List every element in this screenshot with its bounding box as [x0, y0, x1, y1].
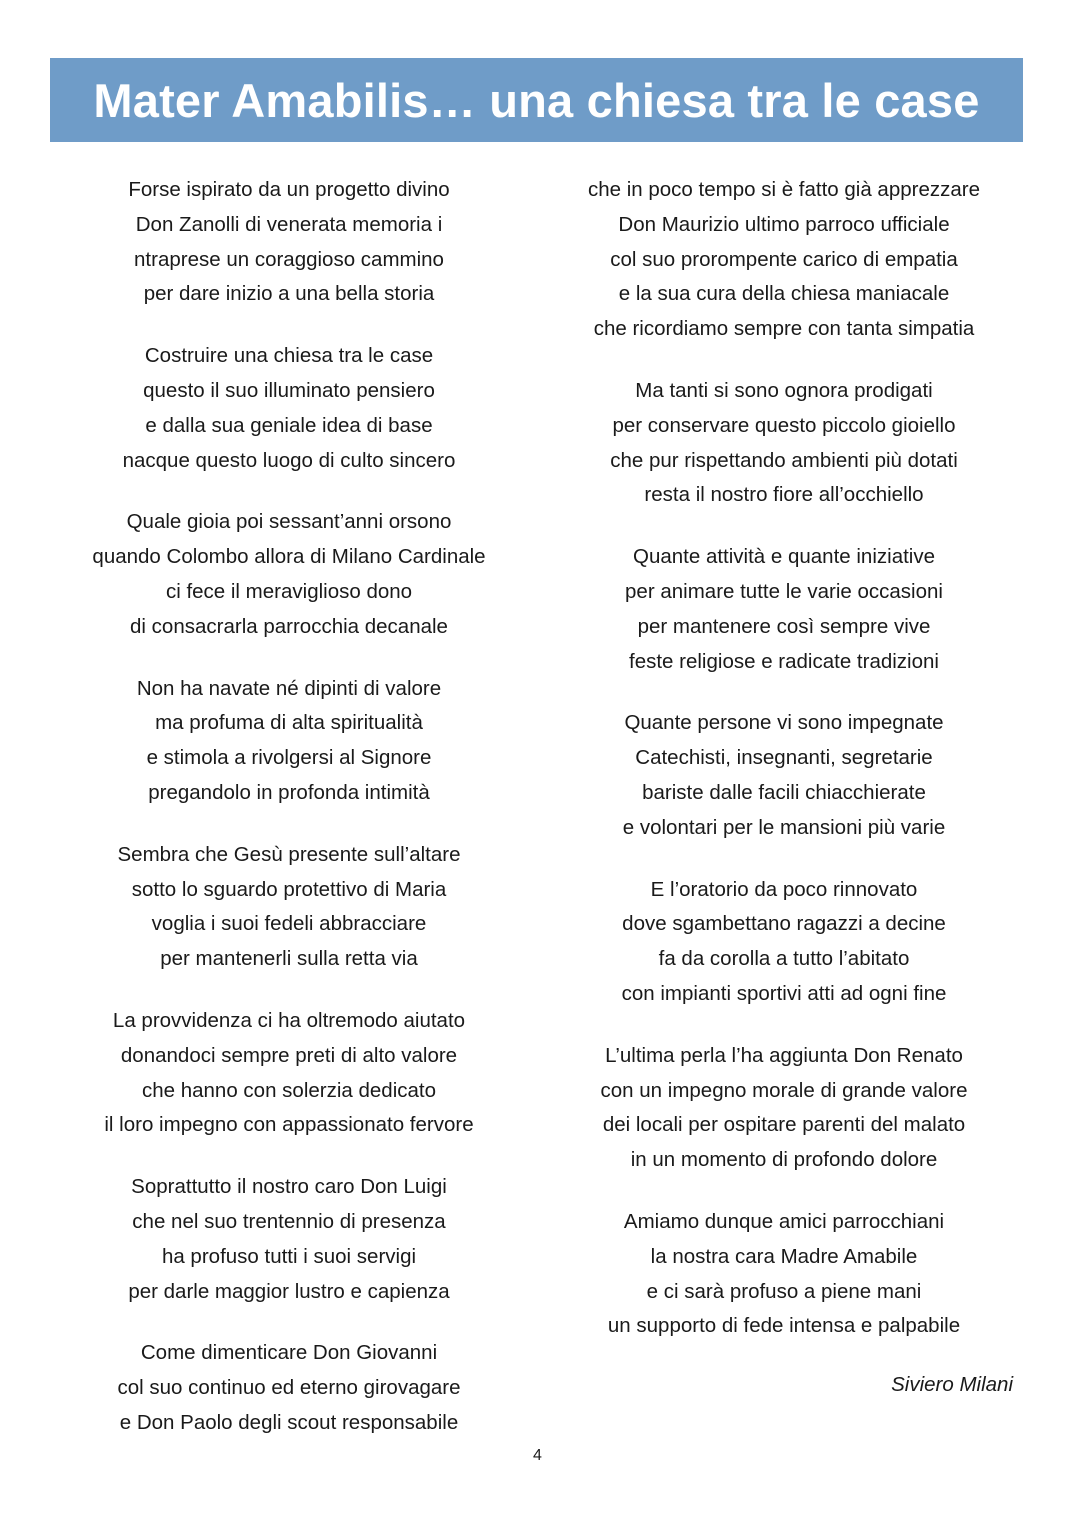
poem-line: per darle maggior lustro e capienza: [128, 1279, 450, 1303]
poem-line: dove sgambettano ragazzi a decine: [622, 912, 946, 936]
poem-line: che nel suo trentennio di presenza: [132, 1209, 446, 1233]
poem-line: resta il nostro fiore all’occhiello: [644, 483, 924, 507]
poem-line: e volontari per le mansioni più varie: [622, 815, 946, 839]
poem-line: con un impegno morale di grande valore: [600, 1078, 968, 1102]
poem-line: L’ultima perla l’ha aggiunta Don Renato: [605, 1043, 963, 1067]
poem-line: Quale gioia poi sessant’anni orsono: [126, 510, 452, 534]
poem-right-column: [555, 173, 1013, 1371]
poem-line: ntraprese un coraggioso cammino: [134, 247, 444, 271]
poem-line: donandoci sempre preti di alto valore: [120, 1043, 458, 1067]
poem-line: per animare tutte le varie occasioni: [625, 579, 943, 603]
poem-line: dei locali per ospitare parenti del malato: [602, 1113, 966, 1137]
poem-line: che ricordiamo sempre con tanta simpatia: [593, 317, 975, 341]
poem-stanza: [60, 1170, 518, 1309]
poem-line: per mantenerli sulla retta via: [160, 947, 418, 971]
poem-line: il loro impegno con appassionato fervore: [104, 1113, 474, 1137]
poem-line: Amiamo dunque amici parrocchiani: [623, 1209, 945, 1233]
poem-stanza: [555, 873, 1013, 1012]
poem-line: ha profuso tutti i suoi servigi: [161, 1244, 417, 1268]
poem-line: per conservare questo piccolo gioiello: [612, 413, 956, 437]
poem-line: ci fece il meraviglioso dono: [165, 579, 413, 603]
poem-line: con impianti sportivi atti ad ogni fine: [621, 981, 947, 1005]
poem-line: di consacrarla parrocchia decanale: [130, 614, 448, 638]
poem-line: Catechisti, insegnanti, segretarie: [635, 746, 933, 770]
poem-line: E l’oratorio da poco rinnovato: [650, 877, 918, 901]
poem-line: feste religiose e radicate tradizioni: [629, 649, 939, 673]
poem-line: pregandolo in profonda intimità: [148, 780, 430, 804]
poem-line: e Don Paolo degli scout responsabile: [119, 1410, 459, 1434]
poem-line: un supporto di fede intensa e palpabile: [607, 1314, 961, 1338]
poem-line: Come dimenticare Don Giovanni: [140, 1341, 438, 1365]
poem-stanza: [555, 1039, 1013, 1178]
poem-stanza: [60, 672, 518, 811]
poem-line: che in poco tempo si è fatto già apprezzare: [587, 178, 980, 201]
author-signature: Siviero Milani: [891, 1373, 1013, 1396]
poem-line: e ci sarà profuso a piene mani: [646, 1279, 922, 1303]
poem-stanza: [555, 1205, 1013, 1344]
poem-line: per dare inizio a una bella storia: [143, 282, 435, 306]
poem-line: ma profuma di alta spiritualità: [155, 711, 423, 735]
poem-stanza: [60, 1004, 518, 1143]
poem-line: Non ha navate né dipinti di valore: [136, 676, 442, 700]
poem-line: Don Maurizio ultimo parroco ufficiale: [618, 212, 950, 236]
poem-line: Costruire una chiesa tra le case: [144, 344, 434, 368]
poem-line: col suo prorompente carico di empatia: [610, 247, 958, 271]
poem-line: fa da corolla a tutto l’abitato: [658, 947, 910, 971]
poem-line: questo il suo illuminato pensiero: [143, 378, 435, 402]
poem-line: Sembra che Gesù presente sull’altare: [117, 842, 461, 866]
poem-line: e la sua cura della chiesa maniacale: [618, 282, 950, 306]
poem-line: per mantenere così sempre vive: [637, 614, 931, 638]
poem-stanza: [555, 374, 1013, 513]
poem-line: sotto lo sguardo protettivo di Maria: [131, 877, 447, 901]
poem-line: voglia i suoi fedeli abbracciare: [151, 912, 427, 936]
poem-line: La provvidenza ci ha oltremodo aiutato: [112, 1008, 466, 1032]
poem-line: nacque questo luogo di culto sincero: [122, 448, 456, 472]
page-number: 4: [533, 1447, 542, 1464]
poem-left-column: [60, 173, 518, 1468]
poem-stanza: [60, 173, 518, 312]
poem-line: che hanno con solerzia dedicato: [141, 1078, 437, 1102]
poem-line: in un momento di profondo dolore: [630, 1148, 938, 1172]
poem-line: che pur rispettando ambienti più dotati: [610, 448, 958, 472]
poem-line: quando Colombo allora di Milano Cardinale: [92, 545, 486, 569]
poem-line: la nostra cara Madre Amabile: [650, 1244, 918, 1268]
poem-stanza: [60, 1336, 518, 1440]
title-banner: [50, 58, 1023, 142]
poem-stanza: [555, 706, 1013, 845]
poem-line: Quante persone vi sono impegnate: [624, 711, 944, 735]
poem-stanza: [60, 505, 518, 644]
poem-line: Quante attività e quante iniziative: [633, 545, 935, 569]
poem-stanza: [555, 173, 1013, 347]
poem-line: e dalla sua geniale idea di base: [145, 413, 433, 437]
poem-line: Forse ispirato da un progetto divino: [128, 178, 450, 201]
poem-stanza: [555, 540, 1013, 679]
poem-line: col suo continuo ed eterno girovagare: [117, 1376, 461, 1400]
poem-line: Ma tanti si sono ognora prodigati: [635, 378, 933, 402]
poem-line: Soprattutto il nostro caro Don Luigi: [131, 1175, 447, 1199]
poem-stanza: [60, 339, 518, 478]
poem-line: Don Zanolli di venerata memoria i: [135, 212, 443, 236]
poem-stanza: [60, 838, 518, 977]
poem-line: bariste dalle facili chiacchierate: [642, 780, 926, 804]
poem-line: e stimola a rivolgersi al Signore: [146, 746, 432, 770]
page-title: Mater Amabilis… una chiesa tra le case: [93, 73, 980, 127]
